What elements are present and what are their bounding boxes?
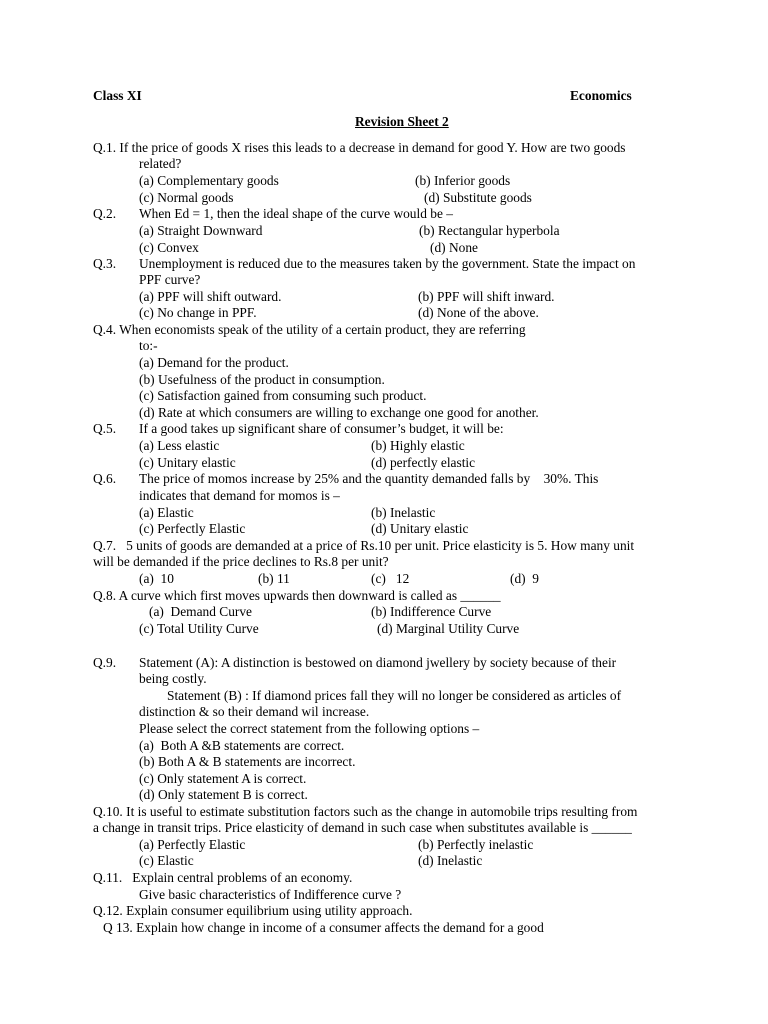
q9-statement-a: Statement (A): A distinction is bestowed on diamond jwellery by society because of their [139, 655, 617, 670]
q11-text-cont: Give basic characteristics of Indifference curve ? [139, 887, 402, 902]
q3-text: Unemployment is reduced due to the measures taken by the government. State the impact on [139, 256, 636, 271]
q9-statement-b: Statement (B) : If diamond prices fall they will no longer be considered as articles of [167, 688, 622, 703]
q8-text: Q.8. A curve which first moves upwards then downward is called as ______ [93, 588, 501, 603]
q6-option-a: (a) Elastic [139, 505, 194, 520]
q6-option-d: (d) Unitary elastic [371, 521, 469, 536]
q1-option-d: (d) Substitute goods [424, 190, 532, 205]
q6-text-cont: indicates that demand for momos is – [139, 488, 340, 503]
q9-instruction: Please select the correct statement from the following options – [139, 721, 480, 736]
q10-option-b: (b) Perfectly inelastic [418, 837, 534, 852]
q1-text: Q.1. If the price of goods X rises this leads to a decrease in demand for good Y. How are two goods [93, 140, 626, 155]
class-label: Class XI [93, 88, 142, 103]
q9-option-a: (a) Both A &B statements are correct. [139, 738, 345, 753]
q4-text: Q.4. When economists speak of the utility of a certain product, they are referring [93, 322, 526, 337]
q6-number: Q.6. [93, 471, 117, 486]
q9-option-b: (b) Both A & B statements are incorrect. [139, 754, 356, 769]
q7-text: Q.7. 5 units of goods are demanded at a price of Rs.10 per unit. Price elasticity is 5. How many unit [93, 538, 635, 553]
q1-option-b: (b) Inferior goods [415, 173, 511, 188]
q12-text: Q.12. Explain consumer equilibrium using utility approach. [93, 903, 413, 918]
q2-option-b: (b) Rectangular hyperbola [419, 223, 560, 238]
q7-text-cont: will be demanded if the price declines to Rs.8 per unit? [93, 554, 389, 569]
q2-text: When Ed = 1, then the ideal shape of the curve would be – [139, 206, 453, 221]
q3-option-c: (c) No change in PPF. [139, 305, 257, 320]
q4-option-a: (a) Demand for the product. [139, 355, 289, 370]
q4-option-d: (d) Rate at which consumers are willing to exchange one good for another. [139, 405, 539, 420]
q9-option-d: (d) Only statement B is correct. [139, 787, 308, 802]
q4-text-cont: to:- [139, 338, 158, 353]
q6-option-c: (c) Perfectly Elastic [139, 521, 246, 536]
subject-label: Economics [570, 88, 632, 103]
q2-number: Q.2. [93, 206, 117, 221]
q7-option-b: (b) 11 [258, 571, 290, 586]
q9-statement-b-cont: distinction & so their demand wil increase. [139, 704, 370, 719]
q6-option-b: (b) Inelastic [371, 505, 436, 520]
q13-text: Q 13. Explain how change in income of a consumer affects the demand for a good [103, 920, 544, 935]
q5-number: Q.5. [93, 421, 117, 436]
q1-text-cont: related? [139, 156, 182, 171]
q2-option-c: (c) Convex [139, 240, 199, 255]
q3-option-d: (d) None of the above. [418, 305, 539, 320]
q1-option-c: (c) Normal goods [139, 190, 234, 205]
q3-text-cont: PPF curve? [139, 272, 201, 287]
q8-option-a: (a) Demand Curve [149, 604, 252, 619]
q1-option-a: (a) Complementary goods [139, 173, 279, 188]
sheet-title: Revision Sheet 2 [355, 114, 449, 129]
q10-text: Q.10. It is useful to estimate substitution factors such as the change in automobile trips resulting from [93, 804, 638, 819]
q2-option-d: (d) None [430, 240, 478, 255]
q7-option-c: (c) 12 [371, 571, 410, 586]
q5-text: If a good takes up significant share of consumer’s budget, it will be: [139, 421, 504, 436]
q11-text: Q.11. Explain central problems of an economy. [93, 870, 353, 885]
q10-option-d: (d) Inelastic [418, 853, 483, 868]
q3-number: Q.3. [93, 256, 117, 271]
q10-text-cont: a change in transit trips. Price elasticity of demand in such case when substitutes available is ______ [93, 820, 632, 835]
q10-option-c: (c) Elastic [139, 853, 194, 868]
q7-option-d: (d) 9 [510, 571, 540, 586]
q9-number: Q.9. [93, 655, 117, 670]
q8-option-c: (c) Total Utility Curve [139, 621, 259, 636]
q10-option-a: (a) Perfectly Elastic [139, 837, 246, 852]
q4-option-c: (c) Satisfaction gained from consuming such product. [139, 388, 427, 403]
q5-option-c: (c) Unitary elastic [139, 455, 236, 470]
q2-option-a: (a) Straight Downward [139, 223, 263, 238]
q9-statement-a-cont: being costly. [139, 671, 207, 686]
q8-option-b: (b) Indifference Curve [371, 604, 492, 619]
q5-option-d: (d) perfectly elastic [371, 455, 476, 470]
q3-option-b: (b) PPF will shift inward. [418, 289, 555, 304]
q8-option-d: (d) Marginal Utility Curve [377, 621, 520, 636]
q5-option-b: (b) Highly elastic [371, 438, 465, 453]
q7-option-a: (a) 10 [139, 571, 174, 586]
q6-text: The price of momos increase by 25% and the quantity demanded falls by 30%. This [139, 471, 599, 486]
q4-option-b: (b) Usefulness of the product in consumption. [139, 372, 385, 387]
q3-option-a: (a) PPF will shift outward. [139, 289, 282, 304]
q5-option-a: (a) Less elastic [139, 438, 220, 453]
q9-option-c: (c) Only statement A is correct. [139, 771, 307, 786]
